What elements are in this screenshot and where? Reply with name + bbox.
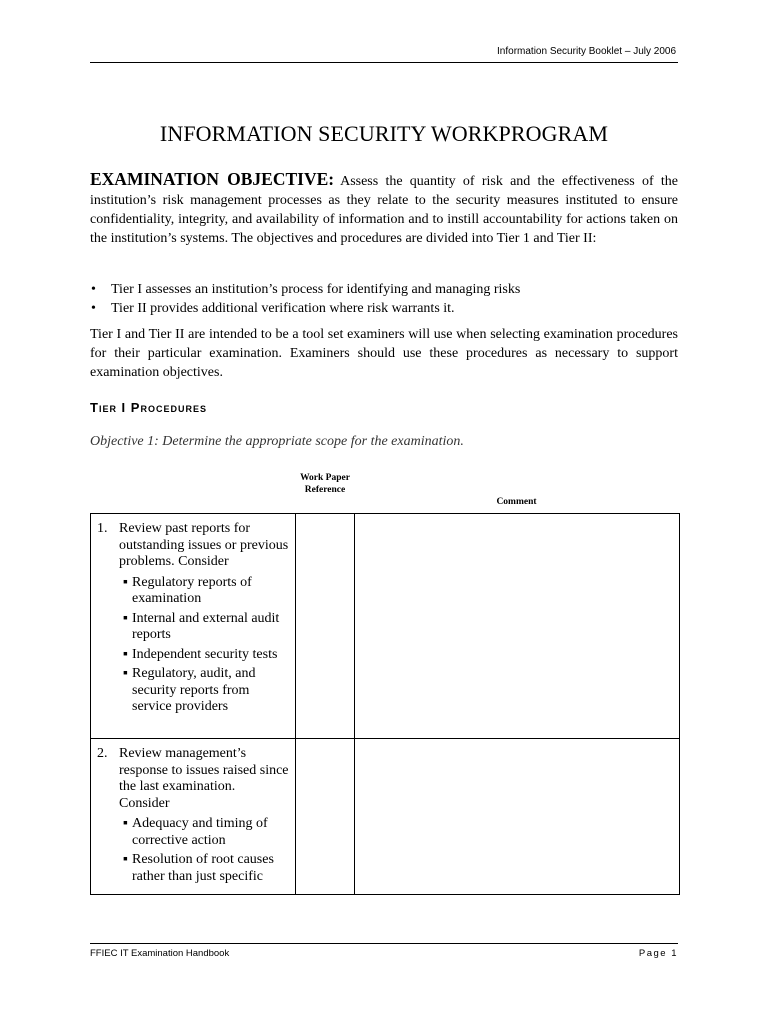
procedure-text: Review past reports for outstanding issues or previous problems. Consider bbox=[119, 521, 289, 569]
procedure-text: Review management’s response to issues raised since the last examination. Consider bbox=[119, 746, 289, 811]
bullet-text: Tier II provides additional verification where risk warrants it. bbox=[111, 301, 455, 316]
section-heading: Tier I Procedures bbox=[90, 400, 207, 415]
comment-cell[interactable] bbox=[355, 739, 680, 895]
subitem-marker: ▪ bbox=[123, 816, 128, 831]
list-item bbox=[97, 611, 289, 644]
bullet-marker: • bbox=[91, 282, 96, 297]
comment-header: Comment bbox=[496, 497, 537, 507]
objective-1: Objective 1: Determine the appropriate scope for the examination. bbox=[90, 434, 464, 449]
examination-objective-label: EXAMINATION OBJECTIVE: bbox=[90, 169, 335, 189]
subitem-marker: ▪ bbox=[123, 666, 128, 681]
subitem-marker: ▪ bbox=[123, 852, 128, 867]
procedure-number: 2. bbox=[97, 746, 108, 761]
subitem-marker: ▪ bbox=[123, 574, 128, 590]
list-item bbox=[97, 647, 289, 664]
procedure-subitems bbox=[97, 816, 289, 885]
bullet-text: Tier I assesses an institution’s process for identifying and managing risks bbox=[111, 282, 521, 297]
page-title: INFORMATION SECURITY WORKPROGRAM bbox=[159, 121, 609, 146]
examination-objective bbox=[90, 170, 678, 248]
procedures-table bbox=[90, 513, 680, 895]
subitem-text: Regulatory, audit, and security reports from service providers bbox=[132, 666, 256, 714]
list-item bbox=[90, 280, 678, 299]
procedure-cell bbox=[91, 514, 296, 739]
bullet-marker: • bbox=[91, 301, 96, 316]
subitem-text: Adequacy and timing of corrective action bbox=[132, 816, 268, 848]
tier-paragraph: Tier I and Tier II are intended to be a tool set examiners will use when selecting examination procedures for their particular examination. Examiners should use these procedures as necessary to support examination objectives. bbox=[90, 327, 678, 380]
subitem-marker: ▪ bbox=[123, 646, 128, 662]
procedure-number: 1. bbox=[97, 521, 108, 536]
procedure-cell bbox=[91, 739, 296, 895]
running-header: Information Security Booklet – July 2006 bbox=[497, 46, 676, 57]
subitem-text: Internal and external audit reports bbox=[132, 610, 280, 642]
subitem-text: Resolution of root causes rather than just specific bbox=[132, 852, 274, 884]
list-item bbox=[97, 852, 289, 885]
tier-bullet-list bbox=[90, 280, 678, 318]
list-item bbox=[97, 816, 289, 849]
list-item bbox=[90, 299, 678, 318]
procedure-subitems bbox=[97, 575, 289, 716]
subitem-text: Independent security tests bbox=[132, 646, 278, 662]
list-item bbox=[97, 575, 289, 608]
subitem-text: Regulatory reports of examination bbox=[132, 574, 252, 606]
header-rule bbox=[90, 62, 678, 63]
table-row bbox=[91, 514, 680, 739]
comment-cell[interactable] bbox=[355, 514, 680, 739]
list-item bbox=[97, 666, 289, 716]
subitem-marker: ▪ bbox=[123, 610, 128, 626]
page-number: Page 1 bbox=[638, 948, 678, 959]
examination-objective-text: Assess the quantity of risk and the effectiveness of the institution’s risk management processes as they relate to the security measures instituted to ensure confidentiality, integrity, and availability of information and to instill accountability for actions taken on the institution’s systems. The objectives and procedures are divided into Tier 1 and Tier II: bbox=[90, 174, 678, 246]
footer-handbook-title: FFIEC IT Examination Handbook bbox=[90, 948, 230, 959]
work-paper-reference-cell[interactable] bbox=[296, 514, 355, 739]
table-row bbox=[91, 739, 680, 895]
work-paper-reference-cell[interactable] bbox=[296, 739, 355, 895]
footer-rule bbox=[90, 943, 678, 944]
work-paper-reference-header: Work Paper Reference bbox=[300, 473, 350, 495]
